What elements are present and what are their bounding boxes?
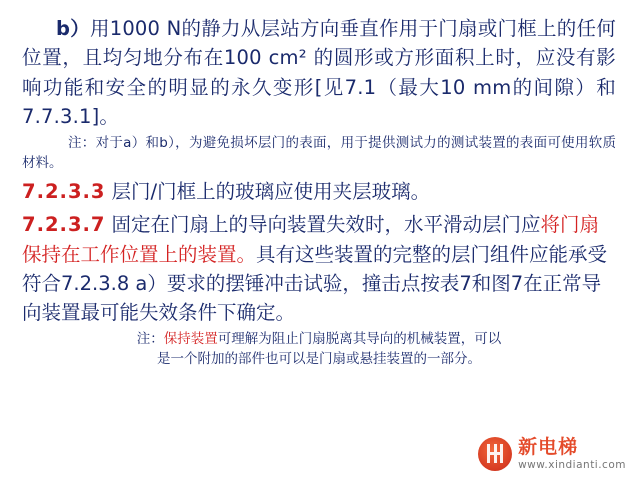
watermark-text <box>518 435 626 471</box>
clause-7-2-3-3 <box>22 177 616 206</box>
note-2-highlight: 保持装置 <box>163 331 218 348</box>
note-2-line-1 <box>22 330 616 350</box>
watermark <box>478 437 626 471</box>
note-1-text: 对于a）和b），为避免损坏层门的表面，用于提供测试力的测试装置的表面可使用软质材料。 <box>22 135 617 171</box>
watermark-title: 新电梯 <box>518 435 579 458</box>
clause-7-2-3-7-text-after: 具有这些装置的完整的层门组件应能承受符合7.2.3.8 a）要求的摆锤冲击试验，撞击点按表7和图7在正常导向装置最可能失效条件下确定。 <box>22 242 608 325</box>
paragraph-clause-b <box>22 14 616 131</box>
note-2-line-1-rest: 可理解为阻止门扇脱离其导向的机械装置，可以 <box>217 331 502 348</box>
clause-b-text: 用1000 N的静力从层站方向垂直作用于门扇或门框上的任何位置，且均匀地分布在100 cm² 的圆形或方形面积上时，应没有影响功能和安全的明显的永久变形[见7.1（最大10 mm的间隙）和7.7.3.1]。 <box>22 17 616 128</box>
note-1-prefix: 注： <box>68 135 96 151</box>
note-2 <box>22 330 616 369</box>
clause-7-2-3-7-text-before: 固定在门扇上的导向装置失效时，水平滑动层门应 <box>111 213 541 237</box>
clause-7-2-3-3-number: 7.2.3.3 <box>22 180 106 204</box>
note-2-prefix: 注： <box>136 331 164 348</box>
note-2-line-2: 是一个附加的部件也可以是门扇或悬挂装置的一部分。 <box>157 350 481 367</box>
elevator-logo-icon <box>478 437 512 471</box>
clause-7-2-3-7-text-highlight: 将门扇保持在工作位置上的装置。 <box>22 213 600 266</box>
note-1 <box>22 134 616 173</box>
clause-7-2-3-3-text: 层门/门框上的玻璃应使用夹层玻璃。 <box>111 180 431 204</box>
clause-b-label: b） <box>56 17 90 40</box>
clause-7-2-3-7 <box>22 210 616 327</box>
clause-7-2-3-7-number: 7.2.3.7 <box>22 213 106 237</box>
watermark-url: www.xindianti.com <box>518 458 626 471</box>
